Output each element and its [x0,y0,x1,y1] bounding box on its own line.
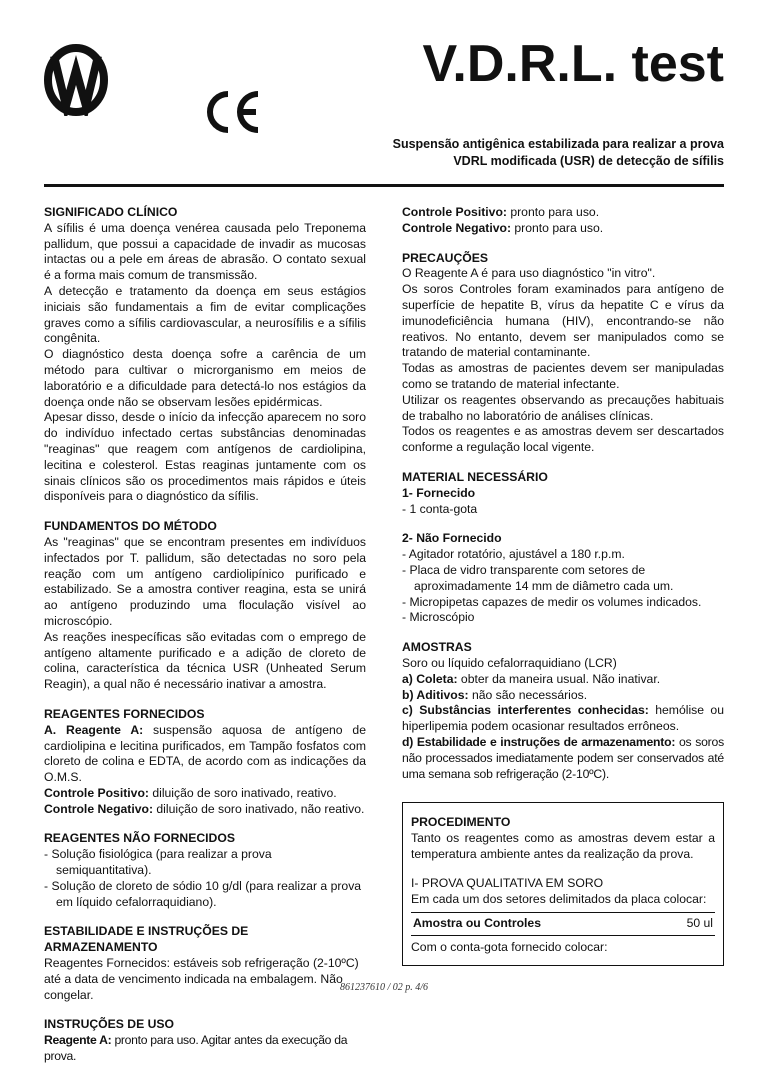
subtitle-line: VDRL modificada (USR) de detecção de sífilis [453,154,724,168]
list-item: - Agitador rotatório, ajustável a 180 r.p.m. [402,547,625,562]
list-item: - Solução de cloreto de sódio 10 g/dl (para realizar a prova em líquido cefalorraquidiano). [44,878,362,909]
paragraph: Com o conta-gota fornecido colocar: [411,939,608,954]
paragraph [44,802,366,818]
section-heading: ESTABILIDADE E INSTRUÇÕES DE [44,924,249,939]
section-heading: AMOSTRAS [402,640,472,655]
ce-mark-icon [200,88,264,136]
paragraph [402,735,724,782]
section-heading: INSTRUÇÕES DE USO [44,1017,175,1032]
page-footer: 861237610 / 02 p. 4/6 [339,982,429,993]
right-column [402,205,724,782]
list-item: - Placa de vidro transparente com setores de aproximadamente 14 mm de diâmetro cada um. [402,562,674,593]
subtitle-line: Suspensão antigênica estabilizada para realizar a prova [392,137,724,151]
section-heading: ARMAZENAMENTO [44,940,158,955]
paragraph: A detecção e tratamento da doença em seus estágios iniciais são fundamentais a fim de evitar complicações graves como a sífilis cardiovascular, a neurosífilis e a sífilis congênita. [44,283,366,346]
text: hemólise ou hiperlipemia podem ocasionar resultados errôneos. [402,703,724,734]
text: os soros não processados imediatamente podem ser conservados até uma semana sob refrigeração (2-10ºC). [402,734,724,781]
left-column [44,205,366,1065]
text: diluição de soro inativado, reativo. [148,785,337,800]
paragraph: I- PROVA QUALITATIVA EM SORO [411,876,604,891]
list-item: - Microscópio [402,610,475,625]
label: Reagente A: [44,1033,112,1048]
paragraph [402,672,724,688]
paragraph: Todos os reagentes e as amostras devem ser descartados conforme a regulação local vigente. [402,424,724,455]
label: A. Reagente A: [44,722,144,737]
text: pronto para uso. [511,220,604,235]
paragraph: Apesar disso, desde o início da infecção aparecem no soro do indivíduo infectado certas substâncias denominadas "reaginas" que reagem com antígenos de cardiolipina, lecitina e colesterol. Estas reaginas juntamente com os sinais clínicos são os procedimentos mais rápidos e úteis disponíveis para o diagnóstico da sífilis. [44,410,366,504]
paragraph: Os soros Controles foram examinados para antígeno de superfície de hepatite B, vírus da hepatite C e vírus da imunodeficiência humana (HIV), encontrando-se não reativos. No entanto, devem ser manipulados como se tratando de material contaminante. [402,282,724,360]
label: Controle Negativo: [44,801,154,816]
paragraph: Todas as amostras de pacientes devem ser manipuladas como se tratando de material infectante. [402,361,724,391]
page-title: V.D.R.L. test [422,35,724,93]
section-heading: REAGENTES FORNECIDOS [44,706,205,721]
label: d) Estabilidade e instruções de armazenamento: [402,734,676,749]
list-item: - Solução fisiológica (para realizar a prova semiquantitativa). [44,847,272,878]
paragraph: As reações inespecíficas são evitadas com o emprego de antígeno altamente purificado e a adição de cloreto de colina, característica da técnica USR (Unheated Serum Reagin), a qual não é necessário inativar a amostra. [44,629,366,692]
paragraph: A sífilis é uma doença venérea causada pelo Treponema pallidum, que possui a capacidade de invadir as mucosas intactas ou a pele em áreas de abrasão. O contato sexual é a forma mais comum de transmissão. [44,220,366,283]
text: pronto para uso. [506,205,600,219]
header-divider [44,184,724,187]
text: obter da maneira usual. Não inativar. [457,671,661,686]
page-subtitle [304,136,724,170]
section-heading: SIGNIFICADO CLÍNICO [44,205,178,219]
paragraph: As "reaginas" que se encontram presentes em indivíduos infectados por T. pallidum, são detectadas no soro pela reação com um antígeno cardiolipínico purificado e estabilizado. Se a amostra contiver reagina, esta se unirá ao antígeno produzindo uma floculação visível ao microscópio. [44,534,366,628]
paragraph: Soro ou líquido cefalorraquidiano (LCR) [402,655,617,670]
paragraph: Em cada um dos setores delimitados da placa colocar: [411,892,707,907]
paragraph [402,205,724,221]
paragraph: O Reagente A é para uso diagnóstico "in vitro". [402,266,656,281]
paragraph [44,1033,366,1065]
list-item: - Micropipetas capazes de medir os volumes indicados. [402,594,702,609]
text: diluição de soro inativado, não reativo. [153,801,365,816]
paragraph: Tanto os reagentes como as amostras devem estar a temperatura ambiente antes da realização da prova. [411,830,715,861]
list-item: - 1 conta-gota [402,501,478,516]
paragraph [44,723,366,786]
paragraph [402,221,724,237]
row-value: 50 ul [686,915,713,930]
text: não são necessários. [468,687,588,702]
label: Controle Positivo: [402,205,507,219]
section-heading: PROCEDIMENTO [411,815,511,829]
row-label: Amostra ou Controles [413,915,541,930]
section-heading: PRECAUÇÕES [402,250,489,265]
section-heading: MATERIAL NECESSÁRIO [402,469,548,484]
label: Controle Negativo: [402,220,512,235]
label: b) Aditivos: [402,687,469,702]
label: a) Coleta: [402,671,458,686]
table-row [411,912,715,936]
paragraph [44,786,366,802]
text: pronto para uso. Agitar antes da execução da prova. [44,1033,348,1064]
label: Controle Positivo: [44,785,149,800]
paragraph [402,703,724,735]
paragraph [402,688,724,704]
text: suspensão aquosa de antígeno de cardiolipina e lecitina purificados, em Tampão fosfatos com cloreto de colina e EDTA, de acordo com as indicações da O.M.S. [44,722,366,785]
wiener-logo [44,44,108,116]
procedure-box [402,802,724,966]
paragraph: O diagnóstico desta doença sofre a carência de um método para cultivar o microrganismo em meios de laboratório e a dificuldade para detectá-lo nos estágios da doença onde não se observam lesões epidérmicas. [44,347,366,409]
paragraph: Reagentes Fornecidos: estáveis sob refrigeração (2-10ºC) até a data de vencimento indicada na embalagem. Não congelar. [44,956,359,1002]
paragraph: Utilizar os reagentes observando as precauções habituais de trabalho no laboratório de análises clínicas. [402,392,724,423]
section-heading: FUNDAMENTOS DO MÉTODO [44,519,217,534]
label: c) Substâncias interferentes conhecidas: [402,703,649,718]
subheading: 2- Não Fornecido [402,531,502,546]
subheading: 1- Fornecido [402,485,476,500]
section-heading: REAGENTES NÃO FORNECIDOS [44,831,235,846]
